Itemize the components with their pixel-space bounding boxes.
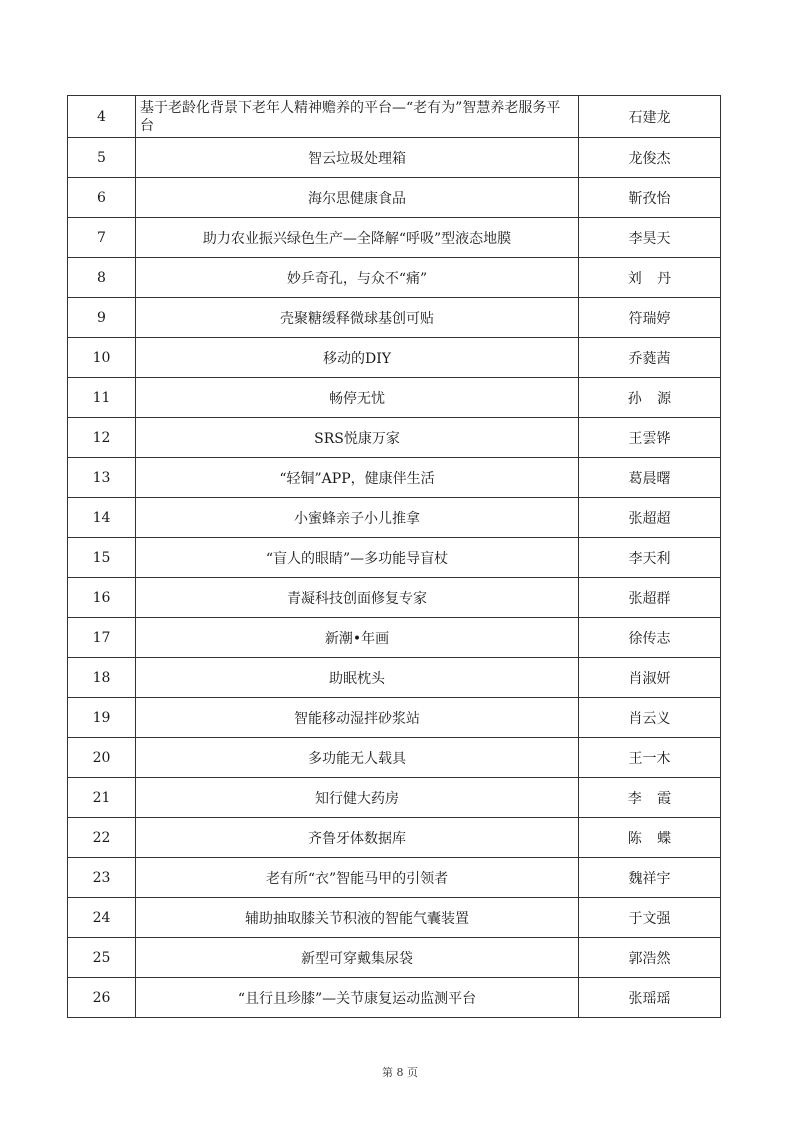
leader-name: 于文强 [579, 898, 721, 938]
row-number: 18 [68, 658, 136, 698]
project-title: 基于老龄化背景下老年人精神赡养的平台—“老有为”智慧养老服务平台 [136, 96, 579, 138]
project-title: 知行健大药房 [136, 778, 579, 818]
table-row [68, 96, 721, 138]
row-number: 16 [68, 578, 136, 618]
project-title: SRS悦康万家 [136, 418, 579, 458]
row-number: 22 [68, 818, 136, 858]
leader-name [579, 378, 721, 418]
row-number: 20 [68, 738, 136, 778]
project-title: “盲人的眼睛”—多功能导盲杖 [136, 538, 579, 578]
leader-name: 靳孜怡 [579, 178, 721, 218]
table-row [68, 578, 721, 618]
page-number: 第 8 页 [382, 1066, 418, 1079]
row-number: 15 [68, 538, 136, 578]
table-row [68, 658, 721, 698]
project-title: 智云垃圾处理箱 [136, 138, 579, 178]
leader-name: 龙俊杰 [579, 138, 721, 178]
table-row [68, 218, 721, 258]
leader-name-text: 刘丹 [627, 270, 687, 287]
table-row [68, 298, 721, 338]
row-number: 10 [68, 338, 136, 378]
leader-name: 郭浩然 [579, 938, 721, 978]
project-title: 新潮•年画 [136, 618, 579, 658]
leader-name: 符瑞婷 [579, 298, 721, 338]
leader-name-text: 李霞 [627, 790, 687, 807]
project-title: 多功能无人载具 [136, 738, 579, 778]
leader-name: 张超超 [579, 498, 721, 538]
project-title: 辅助抽取膝关节积液的智能气囊装置 [136, 898, 579, 938]
row-number: 19 [68, 698, 136, 738]
table-row [68, 778, 721, 818]
table-row [68, 458, 721, 498]
row-number: 26 [68, 978, 136, 1018]
table-row [68, 978, 721, 1018]
leader-name: 魏祥宇 [579, 858, 721, 898]
table-row [68, 258, 721, 298]
table-row [68, 858, 721, 898]
leader-name: 乔蕤茜 [579, 338, 721, 378]
leader-name-text: 陈蝶 [627, 830, 687, 847]
row-number: 13 [68, 458, 136, 498]
project-title: 智能移动湿拌砂浆站 [136, 698, 579, 738]
leader-name [579, 258, 721, 298]
leader-name: 徐传志 [579, 618, 721, 658]
row-number: 23 [68, 858, 136, 898]
row-number: 9 [68, 298, 136, 338]
row-number: 4 [68, 96, 136, 138]
table-row [68, 138, 721, 178]
table-row [68, 898, 721, 938]
leader-name: 李昊天 [579, 218, 721, 258]
leader-name: 石建龙 [579, 96, 721, 138]
table-row [68, 418, 721, 458]
leader-name: 李天利 [579, 538, 721, 578]
table-row [68, 818, 721, 858]
table-row [68, 618, 721, 658]
leader-name: 张瑶瑶 [579, 978, 721, 1018]
row-number: 25 [68, 938, 136, 978]
row-number: 7 [68, 218, 136, 258]
table-row [68, 938, 721, 978]
table-row [68, 738, 721, 778]
table-row [68, 378, 721, 418]
project-title: 齐鲁牙体数据库 [136, 818, 579, 858]
project-title: “且行且珍膝”—关节康复运动监测平台 [136, 978, 579, 1018]
leader-name: 张超群 [579, 578, 721, 618]
row-number: 6 [68, 178, 136, 218]
project-title: 海尔思健康食品 [136, 178, 579, 218]
leader-name: 葛晨曙 [579, 458, 721, 498]
leader-name: 王雲铧 [579, 418, 721, 458]
row-number: 5 [68, 138, 136, 178]
table-row [68, 178, 721, 218]
leader-name-text: 孙源 [627, 390, 687, 407]
project-title: 青凝科技创面修复专家 [136, 578, 579, 618]
project-title: 小蜜蜂亲子小儿推拿 [136, 498, 579, 538]
row-number: 17 [68, 618, 136, 658]
project-title: 移动的DIY [136, 338, 579, 378]
leader-name: 肖云义 [579, 698, 721, 738]
row-number: 14 [68, 498, 136, 538]
table-row [68, 538, 721, 578]
project-title: 助力农业振兴绿色生产—全降解“呼吸”型液态地膜 [136, 218, 579, 258]
project-title: 助眠枕头 [136, 658, 579, 698]
leader-name [579, 818, 721, 858]
row-number: 24 [68, 898, 136, 938]
row-number: 12 [68, 418, 136, 458]
project-title: “轻铜”APP，健康伴生活 [136, 458, 579, 498]
project-title: 新型可穿戴集尿袋 [136, 938, 579, 978]
project-title: 妙乒奇孔，与众不“痛” [136, 258, 579, 298]
row-number: 8 [68, 258, 136, 298]
table-row [68, 338, 721, 378]
table-row [68, 498, 721, 538]
table-row [68, 698, 721, 738]
project-title: 壳聚糖缓释微球基创可贴 [136, 298, 579, 338]
project-table [67, 95, 721, 1018]
leader-name [579, 778, 721, 818]
project-title: 畅停无忧 [136, 378, 579, 418]
project-title: 老有所“衣”智能马甲的引领者 [136, 858, 579, 898]
row-number: 21 [68, 778, 136, 818]
leader-name: 王一木 [579, 738, 721, 778]
leader-name: 肖淑妍 [579, 658, 721, 698]
row-number: 11 [68, 378, 136, 418]
